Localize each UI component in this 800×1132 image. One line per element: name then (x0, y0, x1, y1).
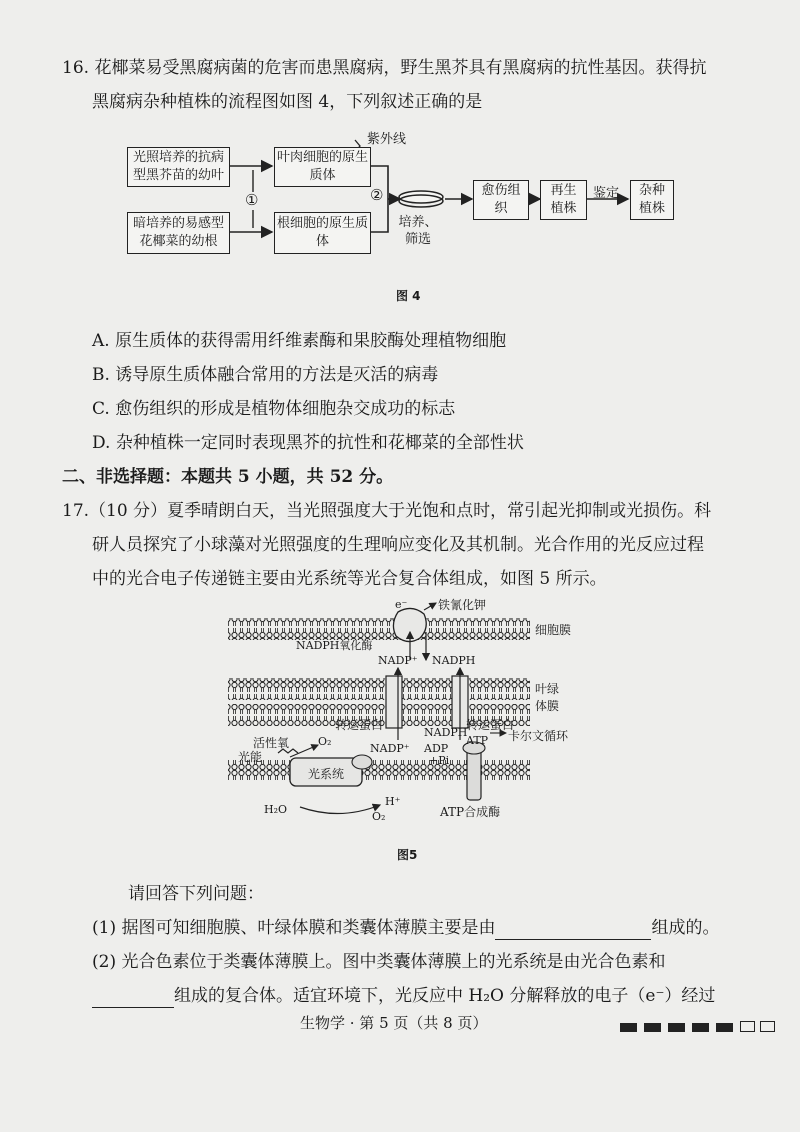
figure-4-caption: 图 4 (396, 289, 421, 303)
calvin-cycle-label: 卡尔文循环 (508, 729, 569, 743)
box-black-mustard-leaf: 光照培养的抗病型黑芥苗的幼叶 (127, 147, 230, 187)
h-plus-label: H⁺ (385, 795, 401, 808)
q17-sub1-text: (1) 据图可知细胞膜、叶绿体膜和类囊体薄膜主要是由 (92, 918, 496, 938)
transporter-right-label: 转运蛋白 (466, 718, 515, 732)
atp-label: ATP (466, 734, 489, 747)
o2-top-label: O₂ (318, 735, 332, 748)
option-c: C. 愈伤组织的形成是植物体细胞杂交成功的标志 (92, 399, 456, 419)
footer-marks (620, 1017, 780, 1036)
option-a: A. 原生质体的获得需用纤维素酶和果胶酶处理植物细胞 (92, 331, 507, 351)
atp-synthase-label: ATP合成酶 (440, 805, 501, 819)
box-root-protoplast: 根细胞的原生质体 (274, 212, 371, 254)
q17-sub2-line2 (92, 984, 715, 1008)
nadph-oxidase-label: NADPH氧化酶 (296, 639, 373, 652)
nadph-bottom-label: NADPH (424, 726, 468, 739)
step-1-label: ① (245, 191, 259, 209)
cell-membrane-label: 细胞膜 (535, 623, 572, 637)
active-oxygen-label: 活性氧 (253, 736, 290, 750)
figure-5-caption: 图5 (397, 848, 418, 862)
nadp-plus-bottom-label: NADP⁺ (370, 742, 410, 755)
q17-sub2-text: 组成的复合体。适宜环境下，光反应中 H₂O 分解释放的电子（e⁻）经过 (174, 986, 716, 1006)
q17-sub1-blank[interactable] (495, 921, 651, 940)
option-b: B. 诱导原生质体融合常用的方法是灭活的病毒 (92, 365, 439, 385)
nadph-top-label: NADPH (432, 654, 476, 667)
q17-sub2-line1: (2) 光合色素位于类囊体薄膜上。图中类囊体薄膜上的光系统是由光合色素和 (92, 952, 666, 972)
identify-label: 鉴定 (593, 186, 620, 201)
uv-label: 紫外线 (367, 132, 407, 147)
page-footer: 生物学 · 第 5 页（共 8 页） (300, 1014, 488, 1032)
photosystem-label: 光系统 (308, 767, 345, 781)
q17-line3: 中的光合电子传递链主要由光系统等光合复合体组成，如图 5 所示。 (92, 569, 607, 589)
q16-line1: 16. 花椰菜易受黑腐病菌的危害而患黑腐病，野生黑芥具有黑腐病的抗性基因。获得抗 (62, 58, 707, 78)
adp-label: ADP (424, 742, 449, 755)
o2-bottom-label: O₂ (372, 810, 386, 823)
ferricyanide-label: 铁氰化钾 (438, 598, 487, 612)
box-mesophyll-protoplast: 叶肉细胞的原生质体 (274, 147, 371, 187)
chloroplast-label-1: 叶绿 (535, 682, 560, 696)
chloroplast-label-2: 体膜 (535, 699, 560, 713)
q17-line2: 研人员探究了小球藻对光照强度的生理响应变化及其机制。光合作用的光反应过程 (92, 535, 704, 555)
box-hybrid-plant: 杂种植株 (630, 180, 674, 220)
transporter-left-label: 转运蛋白 (335, 718, 384, 732)
culture-label: 培养、筛选 (398, 215, 438, 247)
electron-label: e⁻ (395, 598, 408, 611)
q16-line2: 黑腐病杂种植株的流程图如图 4，下列叙述正确的是 (92, 92, 483, 112)
box-callus: 愈伤组织 (473, 180, 529, 220)
section-2-heading: 二、非选择题：本题共 5 小题，共 52 分。 (62, 467, 394, 487)
box-regenerated-plant: 再生植株 (540, 180, 587, 220)
q17-sub2-blank[interactable] (92, 989, 174, 1008)
box-cauliflower-root: 暗培养的易感型花椰菜的幼根 (127, 212, 230, 254)
pi-label: +Pi (429, 754, 450, 767)
step-2-label: ② (370, 186, 384, 204)
q17-sub1 (92, 916, 719, 940)
option-d: D. 杂种植株一定同时表现黑芥的抗性和花椰菜的全部性状 (92, 433, 524, 453)
q17-line1: 17.（10 分）夏季晴朗白天，当光照强度大于光饱和点时，常引起光抑制或光损伤。科 (62, 501, 712, 521)
h2o-label: H₂O (264, 803, 288, 816)
q17-prompt: 请回答下列问题： (128, 884, 264, 904)
q17-sub1-tail: 组成的。 (651, 918, 720, 938)
light-energy-label: 光能 (238, 750, 263, 764)
nadp-plus-top-label: NADP⁺ (378, 654, 418, 667)
